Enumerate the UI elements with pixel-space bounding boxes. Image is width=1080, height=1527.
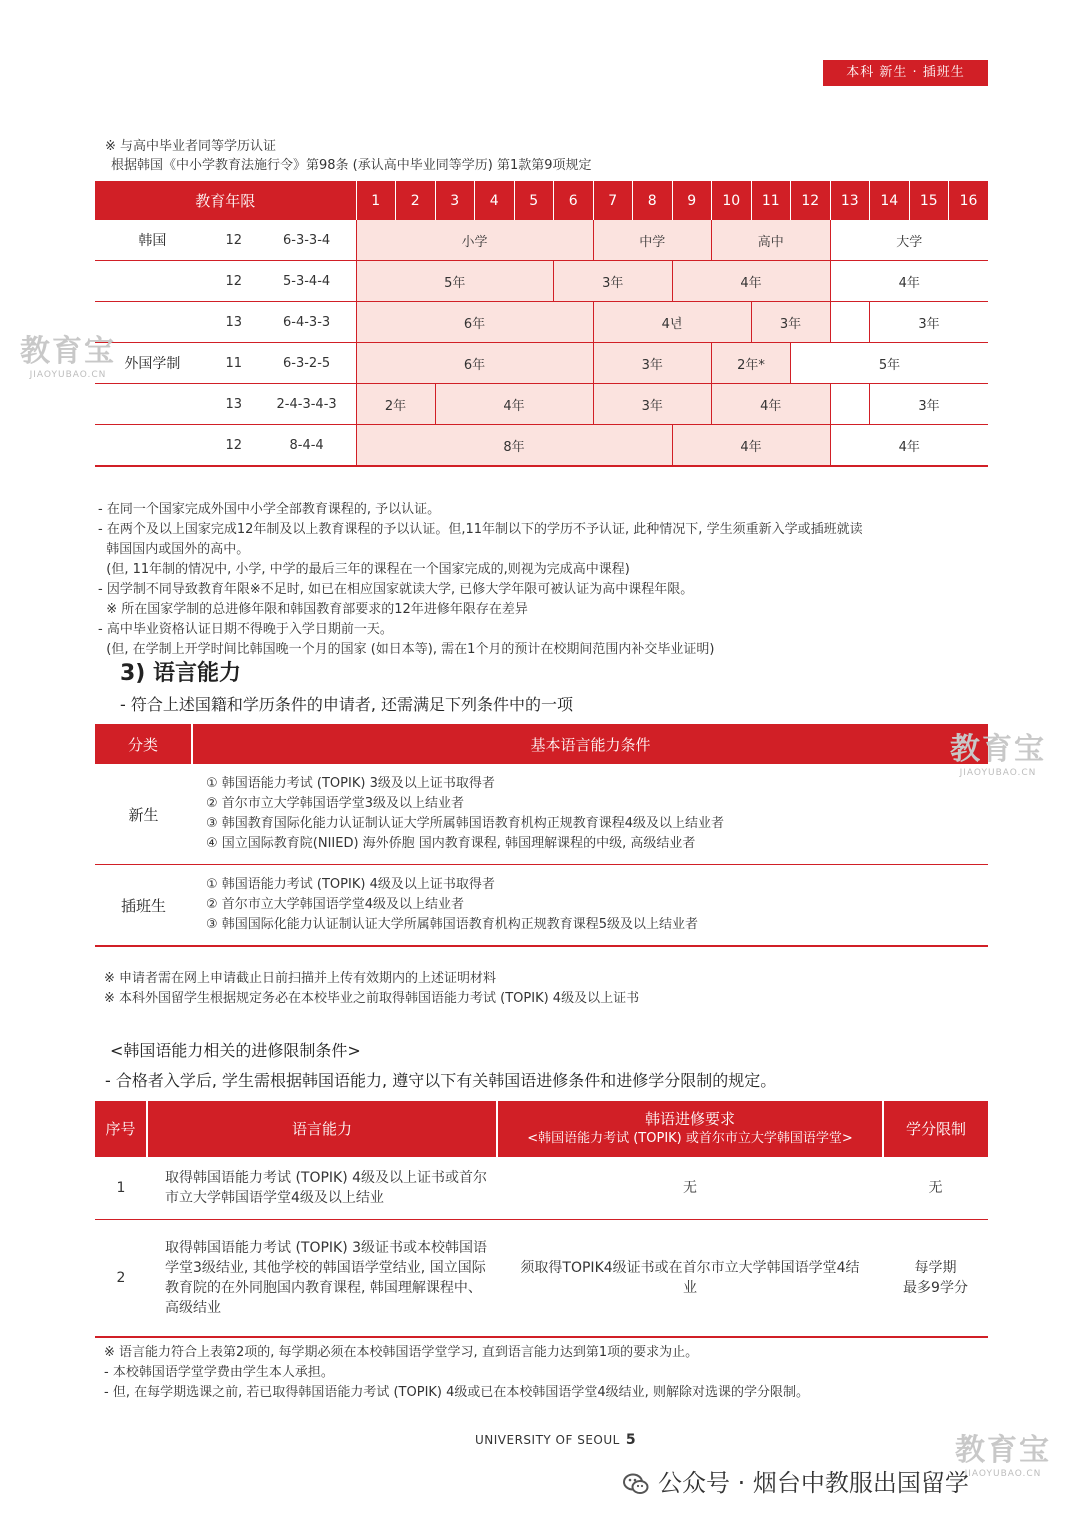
- restriction-title: <韩国语能力相关的进修限制条件>: [110, 1041, 361, 1060]
- edu-note: - 在同一个国家完成外国中小学全部教育课程的, 予以认证。: [98, 502, 441, 517]
- condition-item: ① 韩国语能力考试 (TOPIK) 4级及以上证书取得者: [206, 877, 495, 892]
- edu-notes: [98, 480, 863, 680]
- year-col: 16: [949, 181, 989, 220]
- restriction-table: [95, 1101, 988, 1338]
- foreign-row: [95, 343, 988, 384]
- row-years: 11: [225, 355, 242, 371]
- restr-requirement: 须取得TOPIK4级证书或在首尔市立大学韩国语学堂4结业: [497, 1219, 883, 1337]
- lang-category: 新生: [95, 764, 192, 865]
- condition-item: ③ 韩国国际化能力认证制认证大学所属韩国语教育机构正规教育课程5级及以上结业者: [206, 917, 699, 932]
- year-col: 3: [435, 181, 475, 220]
- row-years: 13: [225, 396, 242, 412]
- lang-header-conditions: 基本语言能力条件: [192, 724, 988, 764]
- restr-no: 1: [95, 1157, 147, 1219]
- stage-cell: 4年: [672, 261, 830, 302]
- year-col: 11: [751, 181, 791, 220]
- stage-cell: 5年: [356, 261, 554, 302]
- stage-cell: 3年: [870, 302, 989, 343]
- wechat-icon: [622, 1470, 650, 1498]
- lang-note: ※ 申请者需在网上申请截止日前扫描并上传有效期内的上述证明材料: [104, 971, 497, 986]
- row-years: 13: [225, 314, 242, 330]
- edu-header-row: [95, 181, 988, 220]
- row-system: 6-3-3-4: [283, 232, 331, 248]
- edu-note: 韩国国内或国外的高中。: [98, 542, 250, 557]
- stage-cell: 3年: [870, 384, 989, 425]
- watermark-left: [20, 326, 116, 380]
- watermark-domain: JIAOYUBAO.CN: [959, 768, 1037, 778]
- restr-ability: 取得韩国语能力考试 (TOPIK) 3级证书或本校韩国语学堂3级结业, 其他学校的韩国语学堂结业, 国立国际教育院的在外同胞国内教育课程, 韩国理解课程中、高级结业: [147, 1219, 497, 1337]
- condition-item: ② 首尔市立大学韩国语学堂3级及以上结业者: [206, 796, 465, 811]
- stage-cell: 4年: [672, 425, 830, 467]
- stage-cell: 4年: [712, 384, 831, 425]
- year-col: 7: [593, 181, 633, 220]
- stage-cell: 2年: [356, 384, 435, 425]
- year-col: 8: [633, 181, 673, 220]
- stage-cell: 3年: [593, 343, 712, 384]
- page-number: 5: [625, 1432, 637, 1448]
- condition-item: ① 韩国语能力考试 (TOPIK) 3级及以上证书取得者: [206, 776, 495, 791]
- edu-note: - 在两个及以上国家完成12年制及以上教育课程的予以认证。但,11年制以下的学历不予认证, 此种情况下, 学生须重新入学或插班就读: [98, 522, 863, 537]
- language-requirement-table: [95, 724, 988, 947]
- row-system: 6-3-2-5: [283, 355, 331, 371]
- education-years-table: [95, 181, 988, 467]
- restr-note: - 但, 在每学期选课之前, 若已取得韩国语能力考试 (TOPIK) 4级或已在本校韩国语学堂4级结业, 则解除对选课的学分限制。: [104, 1385, 809, 1400]
- year-col: 2: [396, 181, 436, 220]
- edu-note: (但, 11年制的情况中, 小学, 中学的最后三年的课程在一个国家完成的,则视为完成高中课程): [98, 562, 630, 577]
- year-col: 9: [672, 181, 712, 220]
- restr-header-credit: 学分限制: [883, 1101, 988, 1157]
- stage-cell: 3年: [593, 384, 712, 425]
- page-footer: [475, 1432, 636, 1448]
- row-years: 12: [225, 437, 242, 453]
- edu-header-label: 教育年限: [95, 181, 356, 220]
- stage-cell: 6年: [356, 343, 593, 384]
- row-system: 6-4-3-3: [283, 314, 331, 330]
- intro-line-2: 根据韩国《中小学教育法施行令》第98条 (承认高中毕业同等学历) 第1款第9项规定: [111, 158, 592, 173]
- condition-item: ② 首尔市立大学韩国语学堂4级及以上结业者: [206, 897, 465, 912]
- stage-cell: 高中: [712, 220, 831, 261]
- restr-note: ※ 语言能力符合上表第2项的, 每学期必须在本校韩国语学堂学习, 直到语言能力达到第1项的要求为止。: [104, 1345, 699, 1360]
- lang-row: [95, 764, 988, 865]
- edu-note: - 高中毕业资格认证日期不得晚于入学日期前一天。: [98, 622, 393, 637]
- year-col: 4: [475, 181, 515, 220]
- row-system: 2-4-3-4-3: [276, 396, 337, 412]
- edu-note: ※ 所在国家学制的总进修年限和韩国教育部要求的12年进修年限存在差异: [98, 602, 528, 617]
- restr-row: [95, 1157, 988, 1219]
- section-subtitle: - 符合上述国籍和学历条件的申请者, 还需满足下列条件中的一项: [120, 695, 574, 714]
- lang-notes: [104, 969, 639, 1009]
- restr-header-row: [95, 1101, 988, 1157]
- year-col: 6: [554, 181, 594, 220]
- foreign-row: [95, 302, 988, 343]
- year-col: 1: [356, 181, 396, 220]
- lang-row: [95, 865, 988, 947]
- stage-cell: 小学: [356, 220, 593, 261]
- row-system: 5-3-4-4: [283, 273, 331, 289]
- footer-university: UNIVERSITY OF SEOUL: [475, 1433, 620, 1447]
- korea-row: [95, 220, 988, 261]
- restr-header-req-line1: 韩语进修要求: [644, 1110, 735, 1128]
- foreign-label: 外国学制: [124, 356, 181, 372]
- restr-ability: 取得韩国语能力考试 (TOPIK) 4级及以上证书或首尔市立大学韩国语学堂4级及以上结业: [147, 1157, 497, 1219]
- row-years: 12: [225, 232, 242, 248]
- restr-requirement: 无: [497, 1157, 883, 1219]
- stage-cell: 3年: [751, 302, 830, 343]
- header-tag: 本科 新生 · 插班生: [823, 60, 988, 86]
- empty-cell: [830, 384, 870, 425]
- year-col: 15: [909, 181, 949, 220]
- restr-row: [95, 1219, 988, 1337]
- year-col: 12: [791, 181, 831, 220]
- condition-item: ③ 韩国教育国际化能力认证制认证大学所属韩国语教育机构正规教育课程4级及以上结业者: [206, 816, 725, 831]
- edu-note: - 因学制不同导致教育年限※不足时, 如已在相应国家就读大学, 已修大学年限可被认证为高中课程年限。: [98, 582, 694, 597]
- stage-cell: 4年: [830, 261, 988, 302]
- lang-conditions: [192, 865, 988, 947]
- section-title: 3) 语言能力: [120, 661, 242, 686]
- wechat-account: [622, 1463, 969, 1498]
- stage-cell: 4年: [830, 425, 988, 467]
- row-years: 12: [225, 273, 242, 289]
- lang-category: 插班生: [95, 865, 192, 947]
- watermark-bottom: [955, 1425, 1051, 1479]
- lang-note: ※ 本科外国留学生根据规定务必在本校毕业之前取得韩国语能力考试 (TOPIK) 4级及以上证书: [104, 991, 640, 1006]
- intro-line-1: ※ 与高中毕业者同等学历认证: [105, 139, 277, 154]
- restr-header-req-line2: <韩国语能力考试 (TOPIK) 或首尔市立大学韩国语学堂>: [527, 1131, 853, 1146]
- stage-cell: 6年: [356, 302, 593, 343]
- watermark-brand: 教育宝: [955, 1433, 1051, 1468]
- stage-cell: 2年*: [712, 343, 791, 384]
- lang-conditions: [192, 764, 988, 865]
- stage-cell: 3年: [554, 261, 673, 302]
- edu-note: (但, 在学制上开学时间比韩国晚一个月的国家 (如日本等), 需在1个月的预计在校期间范围内补交毕业证明): [98, 642, 715, 657]
- restr-no: 2: [95, 1219, 147, 1337]
- restr-credit: [883, 1219, 988, 1337]
- restr-header-ability: 语言能力: [147, 1101, 497, 1157]
- stage-cell: 4年: [435, 384, 593, 425]
- watermark-domain: JIAOYUBAO.CN: [29, 370, 107, 380]
- stage-cell: 8年: [356, 425, 672, 467]
- stage-cell: 5年: [791, 343, 989, 384]
- lang-header-category: 分类: [95, 724, 192, 764]
- year-col: 14: [870, 181, 910, 220]
- korea-label: 韩国: [138, 233, 167, 249]
- restr-note: - 本校韩国语学堂学费由学生本人承担。: [104, 1365, 334, 1380]
- watermark-brand: 教育宝: [950, 732, 1046, 767]
- wechat-text: 公众号 · 烟台中教服出国留学: [658, 1469, 969, 1497]
- watermark-right: [950, 724, 1046, 778]
- restr-header-no: 序号: [95, 1101, 147, 1157]
- row-system: 8-4-4: [289, 437, 324, 453]
- restr-credit: 无: [883, 1157, 988, 1219]
- year-col: 10: [712, 181, 752, 220]
- foreign-row: [95, 384, 988, 425]
- watermark-brand: 教育宝: [20, 334, 116, 369]
- foreign-row: [95, 425, 988, 467]
- lang-header-row: [95, 724, 988, 764]
- restr-credit-line1: 每学期: [914, 1259, 957, 1276]
- restr-notes: [104, 1343, 809, 1403]
- condition-item: ④ 国立国际教育院(NIIED) 海外侨胞 国内教育课程, 韩国理解课程的中级, 高级结业者: [206, 836, 696, 851]
- stage-cell: 4년: [593, 302, 751, 343]
- restr-credit-line2: 最多9学分: [903, 1279, 968, 1296]
- foreign-label-spacer: [95, 261, 210, 301]
- year-col: 13: [830, 181, 870, 220]
- stage-cell: 大学: [830, 220, 988, 261]
- restr-header-requirement: [497, 1101, 883, 1157]
- stage-cell: 中学: [593, 220, 712, 261]
- year-col: 5: [514, 181, 554, 220]
- empty-cell: [830, 302, 870, 343]
- watermark-domain: JIAOYUBAO.CN: [964, 1469, 1042, 1479]
- restriction-subtitle: - 合格者入学后, 学生需根据韩国语能力, 遵守以下有关韩国语进修条件和进修学分限制的规定。: [105, 1071, 777, 1090]
- foreign-row: [95, 261, 988, 302]
